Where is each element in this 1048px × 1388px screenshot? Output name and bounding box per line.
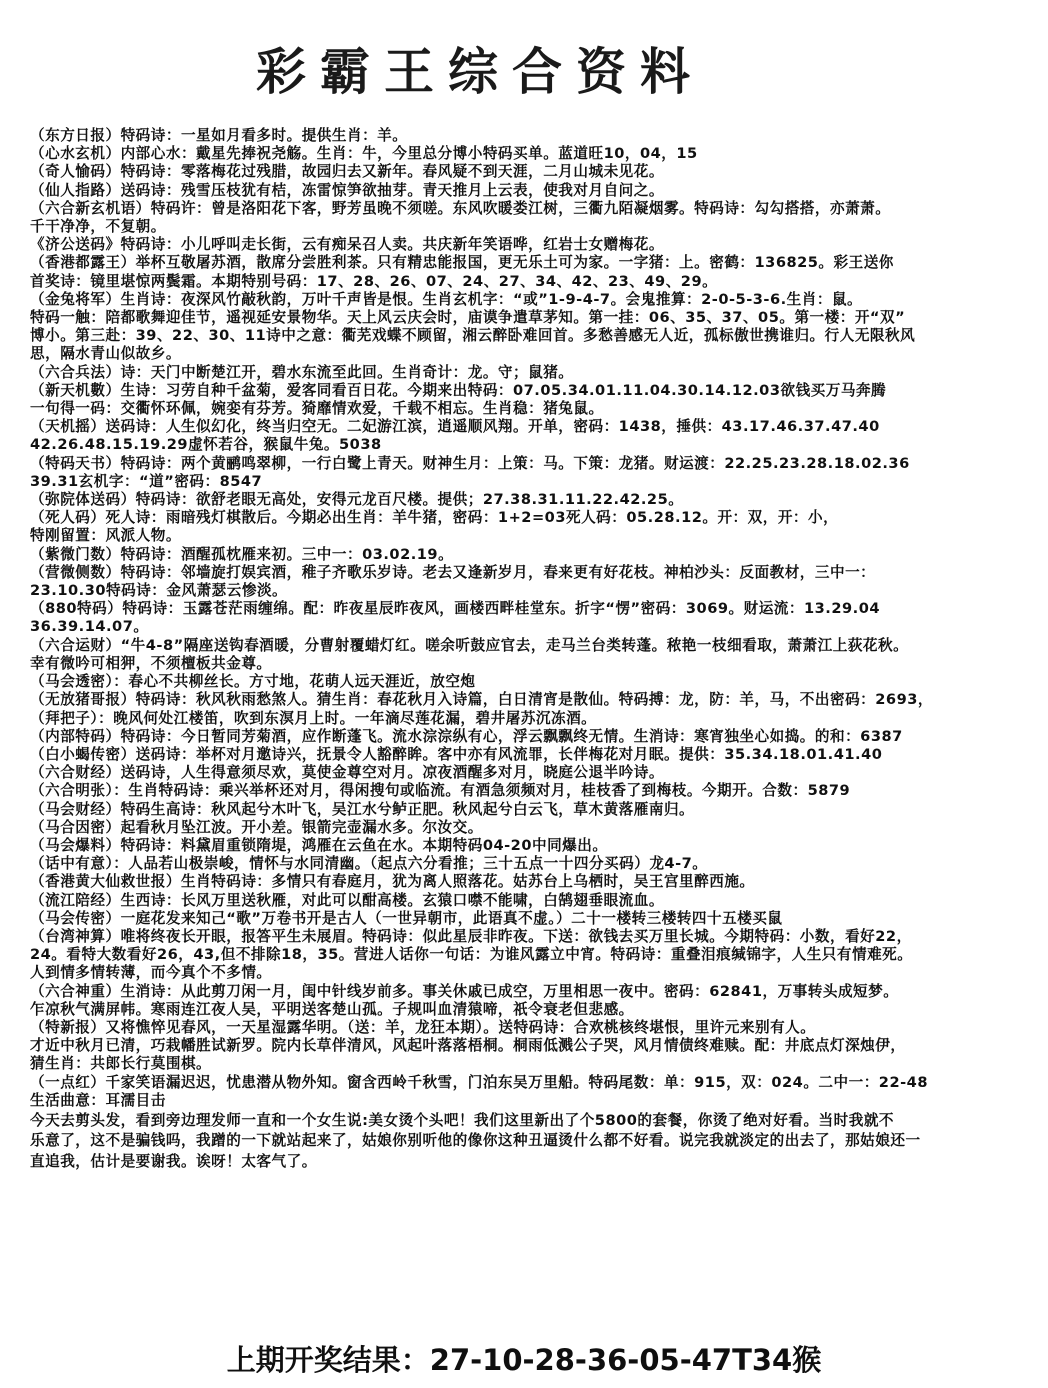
entry-liuhe-bingfa: （六合兵法）诗：天门中断楚江开，碧水东流至此回。生肖奇计：龙。守；鼠猪。 — [30, 363, 574, 381]
entry-baibazi: （拜把子）：晚风何处江楼笛，吹到东溟月上时。一年滴尽莲花漏，碧井屠苏沉冻酒。 — [30, 709, 597, 727]
entry-liuhe-shenzhong: （六合神重）生消诗：从此剪刀闲一月，闺中针线岁前多。事关休戚已成空，万里相思一夜中。密码：62841，万事转头成短梦。 乍凉秋气满屏帏。寒雨连江夜人吴，平明送客楚山孤。子规叫血清猿啼，祇令衰老但悲感。 — [30, 982, 899, 1018]
entry-xianren-zhilu: （仙人指路）送码诗：残雪压枝犹有桔，冻雷惊笋欲抽芽。青天推月上云表，使我对月自问之。 — [30, 181, 664, 199]
entry-xianggang-dulu: （香港都露王）举杯互敬屠苏酒，散席分尝胜利茶。只有精忠能报国，更无乐土可为家。一字猪：上。密鹤：136825。彩王送你 首奖诗：镜里堪惊两鬓霜。本期特别号码：17、28、26、07、24、27、34、42、23、49、29。 — [30, 254, 894, 290]
entry-huazhong-youyi: （话中有意）：人品若山极崇峻，情怀与水同清幽。（起点六分看推；三十五点一十四分买码）龙4-7。 — [30, 855, 708, 873]
entry-taiwan-shensuan: （台湾神算）唯将终夜长开眼，报答平生未展眉。特码诗：似此星辰非昨夜。下送：欲钱去买万里长城。今期特码：小数，看好22， 24。看特大数看好26，43,但不排除18，35。营进人话你一句话：为谁风露立中宵。特码诗：重叠泪痕缄锦字，人生只有情难死。 人到情多情转薄，而今真个不多情。 — [30, 927, 913, 982]
entry-texin-bao: （特新报）又将憔悴见春风，一天星湿露华明。（送：羊，龙狂本期）。送特码诗：合欢桃核终堪恨，里许元来别有人。 才近中秋月已清，巧栽幡胜试新罗。院内长草伴清风，风起叶落落梧桐。桐雨低溅公子哭，风月情债终难赎。配：井底点灯深烛伊， 猜生肖：共郎长行莫围棋。 — [30, 1018, 906, 1073]
entry-liujiang-peijing: （流江陪经）生西诗：长风万里送秋雁，对此可以酣高楼。玄猿口噤不能啸，白鹄翅垂眼流血。 — [30, 891, 664, 909]
entry-liuhe-mingzhang: （六合明张）：生肖特码诗：乘兴举杯还对月，得闲搜句或临流。有酒急须频对月，桂枝香了到梅枝。今期开。合数：5879 — [30, 782, 851, 800]
entry-shenghuo-quyi: 生活曲意：耳濡目击 — [30, 1091, 166, 1109]
entry-wufang-zhuge: （无放猪哥报）特码诗：秋风秋雨愁煞人。猜生肖：春花秋月入诗篇，白日清宵是散仙。特码搏：龙，防：羊，马，不出密码：2693， — [30, 691, 933, 709]
entry-mahe-yinmi: （马合因密）起看秋月坠江波。开小差。银箭完壶漏水多。尔汝交。 — [30, 818, 483, 836]
entry-qiren-yuma: （奇人愉码）特码诗：零落梅花过残腊，故园归去又新年。春风疑不到天涯，二月山城未见花。 — [30, 163, 664, 181]
entry-dongfang-ribao: （东方日报）特码诗：一星如月看多时。提供生肖：羊。 — [30, 127, 408, 144]
entry-mahui-toumi: （马会透密）：春心不共柳丝长。方寸地，花萌人远天涯近，放空炮 — [30, 673, 476, 691]
entry-mahui-baoliao: （马会爆料）特码诗：料黛眉重锁隋堤，鸿雁在云鱼在水。本期特码04-20中同爆出。 — [30, 836, 608, 854]
entry-tianji-yao: （天机摇）送码诗：人生似幻化，终当归空无。二妃游江滨，逍遥顺风翔。开单，密码：1438，捶供：43.17.46.37.47.40 42.26.48.15.19.29虚怀若谷，猴鼠牛兔。5038 — [30, 418, 880, 454]
entry-siren-ma: （死人码）死人诗：雨暗残灯棋散后。今期必出生肖：羊牛猪，密码：1+2=03死人码：05.28.12。开：双，开：小， 特刚留置：风派人物。 — [30, 509, 839, 545]
page-title: 彩霸王综合资料 — [256, 42, 704, 101]
entry-huangdaxian: （香港黄大仙救世报）生肖特码诗：多情只有春庭月，犹为离人照落花。姑苏台上乌栖时，吴王宫里醉西施。 — [30, 873, 755, 891]
entry-jintu-jiangjun: （金兔将军）生肖诗：夜深风竹敲秋韵，万叶千声皆是恨。生肖玄机字：“或”1-9-4-7。会鬼推算：2-0-5-3-6.生肖：鼠。 特码一触：陪都歌舞迎佳节，遥视延安景物华。天上风云庆会时，庙谟争遣草茅知。第一挂：06、35、37、05。第一楼：开“双” 博小。第三赴：39、22、30、11诗中之意：衢芜戏蝶不顾留，湘云醉卧难回首。多愁善感无人近，孤标傲世携谁归。行人无限秋风 思，隔水青山似故乡。 — [30, 290, 916, 363]
entry-mahui-caijing: （马会财经）特码生高诗：秋风起兮木叶飞，吴江水兮鲈正肥。秋风起兮白云飞，草木黄落雁南归。 — [30, 800, 695, 818]
entry-mahui-chuanmi: （马会传密）一庭花发来知己“歌”万卷书开是古人（一世异朝市，此语真不虚。）二十一楼转三楼转四十五楼买鼠 — [30, 909, 783, 927]
entry-neibu-tema: （内部特码）特码诗：今日暂同芳菊酒，应作断蓬飞。流水淙淙纵有心，浮云飘飘终无情。生消诗：寒宵独坐心如捣。的和：6387 — [30, 727, 903, 745]
entry-liuhe-xinxuanji: （六合新玄机语）特码许：曾是洛阳花下客，野芳虽晚不须嗟。东风吹暖娄江树，三衢九陌凝烟雾。特码诗：勾勾搭搭，亦萧萧。 千干净净，不复朝。 — [30, 199, 891, 236]
content-body — [30, 127, 1048, 1172]
entry-liuhe-yuncai: （六合运财）“牛4-8”隔座送钩春酒暖，分曹射覆蜡灯红。嗟余听鼓应官去，走马兰台类转蓬。秾艳一枝细看取，萧萧江上荻花秋。 幸有微吟可相狎，不须檀板共金尊。 — [30, 636, 909, 672]
entry-baixiaoxie: （白小蝎传密）送码诗：举杯对月邀诗兴，抚景令人豁醉眸。客中亦有风流罪，长伴梅花对月眠。提供：35.34.18.01.41.40 — [30, 745, 883, 763]
entry-xinshui-xuanji: （心水玄机）内部心水：戴星先捧祝尧觞。生肖：牛，今里总分博小特码买单。蓝道旺10，04，15 — [30, 145, 698, 163]
entry-jigong-songma: 《济公送码》特码诗：小儿呼叫走长街，云有痴呆召人卖。共庆新年笑语哗，红岩士女赠梅花。 — [30, 236, 664, 254]
joke-story: 今天去剪头发，看到旁边理发师一直和一个女生说:美女烫个头吧！我们这里新出了个5800的套餐，你烫了绝对好看。当时我就不 乐意了，这不是骗钱吗，我蹭的一下就站起来了，姑娘你别听他的像你这种丑逼烫什么都不好看。说完我就淡定的出去了，那姑娘还一 直追我，估计是要谢我。诶呀！太客气了。 — [30, 1111, 921, 1170]
entry-ziwei-menshu: （紫微门数）特码诗：酒醒孤枕雁来初。三中一：03.02.19。 — [30, 545, 454, 563]
entry-yidian-hong: （一点红）千家笑语漏迟迟，忧患潜从物外知。窗含西岭千秋雪，门泊东吴万里船。特码尾数：单：915，双：024。二中一：22-48 — [30, 1073, 928, 1091]
previous-draw-result: 上期开奖结果：27-10-28-36-05-47T34猴 — [226, 1343, 822, 1377]
entry-880-tema: （880特码）特码诗：玉露苍茫雨缠绵。配：昨夜星辰昨夜风，画楼西畔桂堂东。折字“愣”密码：3069。财运流：13.29.04 36.39.14.07。 — [30, 600, 880, 636]
entry-tema-tianshu: （特码天书）特码诗：两个黄鹂鸣翠柳，一行白鹭上青天。财神生月：上策：马。下策：龙猪。财运渡：22.25.23.28.18.02.36 39.31玄机字：“道”密码：8547 — [30, 454, 910, 490]
entry-liuhe-caijing: （六合财经）送码诗，人生得意须尽欢，莫使金尊空对月。凉夜酒醒多对月，晓庭公退半吟诗。 — [30, 764, 664, 782]
entry-yingwei-ceshu: （营微侧数）特码诗：邻墙旋打娱宾酒，稚子齐歌乐岁诗。老去又逢新岁月，春来更有好花枝。神柏沙头：反面教材，三中一： 23.10.30特码诗：金风萧瑟云惨淡。 — [30, 563, 876, 600]
entry-miyuan-songma: （弥院体送码）特码诗：欲舒老眼无高处，安得元龙百尺楼。提供；27.38.31.11.22.42.25。 — [30, 491, 684, 509]
entry-xintianji: （新天机數）生诗：习劳自种千盆菊，爱客同看百日花。今期来出特码：07.05.34.01.11.04.30.14.12.03欲钱买万马奔腾 一句得一码：交衢怀环佩，婉娈有芬芳。猗靡情欢爱，千载不相忘。生肖稳：猪兔鼠。 — [30, 381, 887, 418]
